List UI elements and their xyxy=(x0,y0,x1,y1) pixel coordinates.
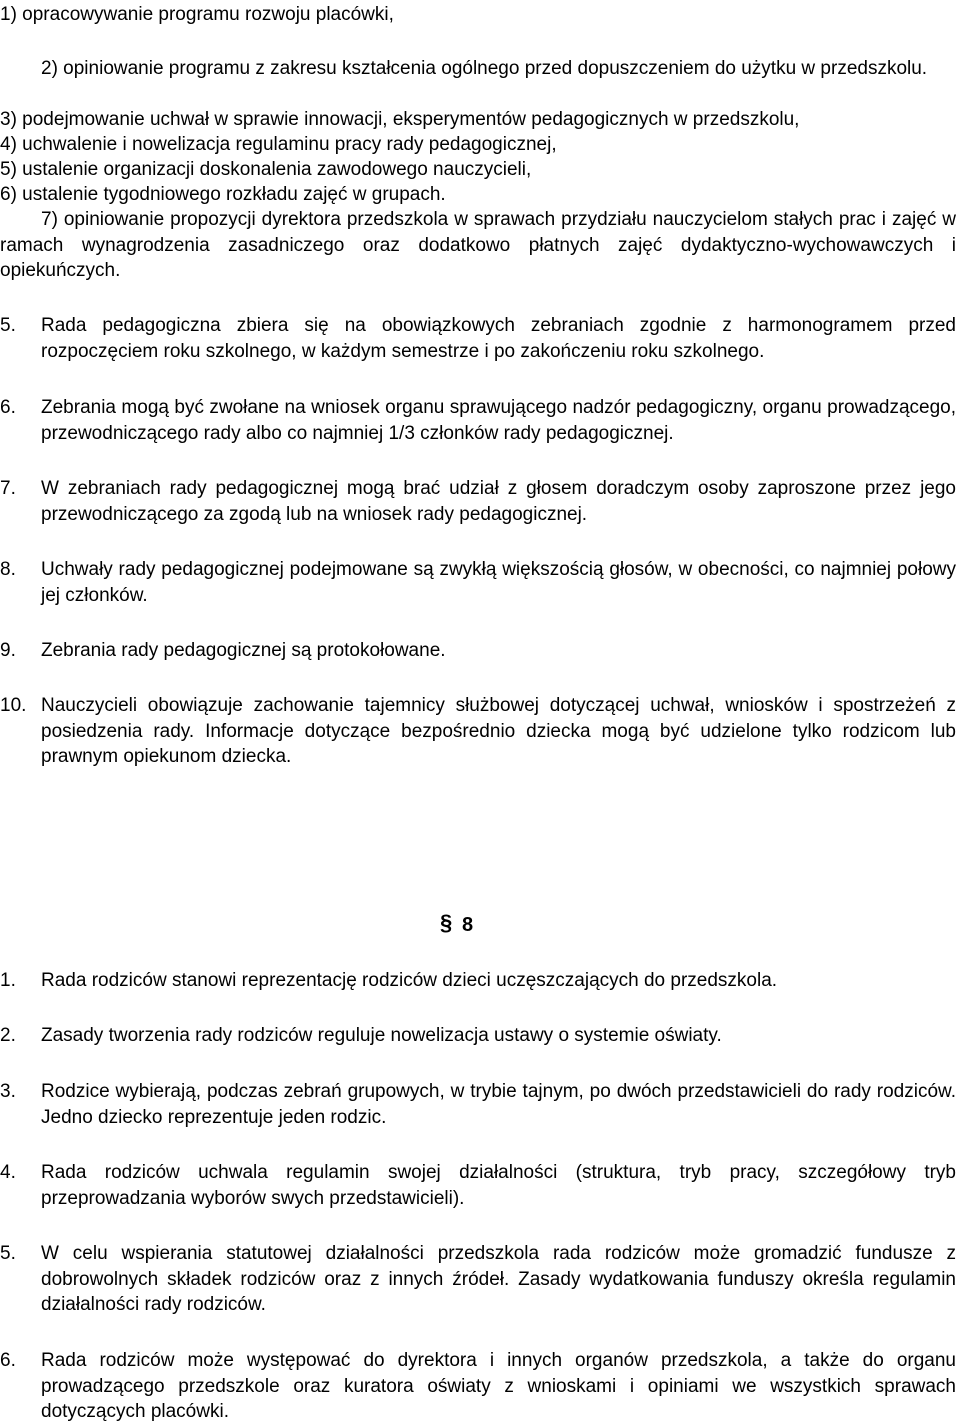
paragraph-number: 6. xyxy=(0,397,16,418)
paragraph-number: 5. xyxy=(0,315,16,336)
paragraph-text: Rada rodziców stanowi reprezentację rodziców dzieci uczęszczających do przedszkola. xyxy=(41,970,778,991)
list-item-text: 2) opiniowanie programu z zakresu kształcenia ogólnego przed dopuszczeniem do użytku w przedszkolu. xyxy=(41,58,928,79)
paragraph-number: 9. xyxy=(0,640,16,661)
paragraph-text: Zasady tworzenia rady rodziców reguluje nowelizacja ustawy o systemie oświaty. xyxy=(41,1025,722,1046)
paragraph-text: Rodzice wybierają, podczas zebrań grupowych, w trybie tajnym, po dwóch przedstawicieli do rady rodziców. Jedno dziecko reprezentuje jeden rodzic. xyxy=(41,1081,956,1128)
paragraph-text: Rada rodziców może występować do dyrektora i innych organów przedszkola, a także do organu prowadzącego przedszkole oraz kuratora oświaty z wnioskami i opiniami we wszystkich sprawach dotyczących placówki. xyxy=(41,1350,956,1422)
paragraph-number: 3. xyxy=(0,1081,16,1102)
paragraph-text: Zebrania rady pedagogicznej są protokołowane. xyxy=(41,640,446,661)
paragraph-number: 10. xyxy=(0,695,27,716)
section-number: 8 xyxy=(462,914,474,936)
paragraph-text: Rada pedagogiczna zbiera się na obowiązkowych zebraniach zgodnie z harmonogramem przed rozpoczęciem roku szkolnego, w każdym semestrze i po zakończeniu roku szkolnego. xyxy=(41,315,956,362)
paragraph-number: 5. xyxy=(0,1243,16,1264)
paragraph-number: 6. xyxy=(0,1350,16,1371)
paragraph-number: 4. xyxy=(0,1162,16,1183)
list-item-text: 7) opiniowanie propozycji dyrektora przedszkola w sprawach przydziału nauczycielom stałych prac i zajęć w ramach wynagrodzenia zasadniczego oraz dodatkowo płatnych zajęć dydaktyczno-wychowawczych i opiekuńczych. xyxy=(0,209,956,281)
paragraph-number: 1. xyxy=(0,970,16,991)
paragraph-text: W celu wspierania statutowej działalności przedszkola rada rodziców może gromadzić fundusze z dobrowolnych składek rodziców oraz z innych źródeł. Zasady wydatkowania funduszy określa regulamin działalności rady rodziców. xyxy=(41,1243,956,1315)
paragraph-text: Nauczycieli obowiązuje zachowanie tajemnicy służbowej dotyczącej uchwał, wniosków i spostrzeżeń z posiedzenia rady. Informacje dotyczące bezpośrednio dziecka mogą być udzielone tylko rodzicom lub prawnym opiekunom dziecka. xyxy=(41,695,956,767)
list-item-text: 5) ustalenie organizacji doskonalenia zawodowego nauczycieli, xyxy=(0,159,532,180)
section-heading xyxy=(440,908,500,938)
paragraph-text: W zebraniach rady pedagogicznej mogą brać udział z głosem doradczym osoby zaproszone przez jego przewodniczącego za zgodą lub na wniosek rady pedagogicznej. xyxy=(41,478,956,525)
paragraph-number: 7. xyxy=(0,478,16,499)
list-item-text: 1) opracowywanie programu rozwoju placówki, xyxy=(0,4,394,25)
paragraph-text: Uchwały rady pedagogicznej podejmowane są zwykłą większością głosów, w obecności, co najmniej połowy jej członków. xyxy=(41,559,956,606)
section-sign-icon: § xyxy=(440,910,453,935)
paragraph-text: Rada rodziców uchwala regulamin swojej działalności (struktura, tryb pracy, szczegółowy tryb przeprowadzania wyborów swych przedstawicieli). xyxy=(41,1162,956,1209)
list-item-text: 4) uchwalenie i nowelizacja regulaminu pracy rady pedagogicznej, xyxy=(0,134,557,155)
paragraph-number: 8. xyxy=(0,559,16,580)
paragraph-text: Zebrania mogą być zwołane na wniosek organu sprawującego nadzór pedagogiczny, organu prowadzącego, przewodniczącego rady albo co najmniej 1/3 członków rady pedagogicznej. xyxy=(41,397,956,444)
list-item-text: 3) podejmowanie uchwał w sprawie innowacji, eksperymentów pedagogicznych w przedszkolu, xyxy=(0,109,800,130)
list-item-text: 6) ustalenie tygodniowego rozkładu zajęć w grupach. xyxy=(0,184,446,205)
paragraph-number: 2. xyxy=(0,1025,16,1046)
